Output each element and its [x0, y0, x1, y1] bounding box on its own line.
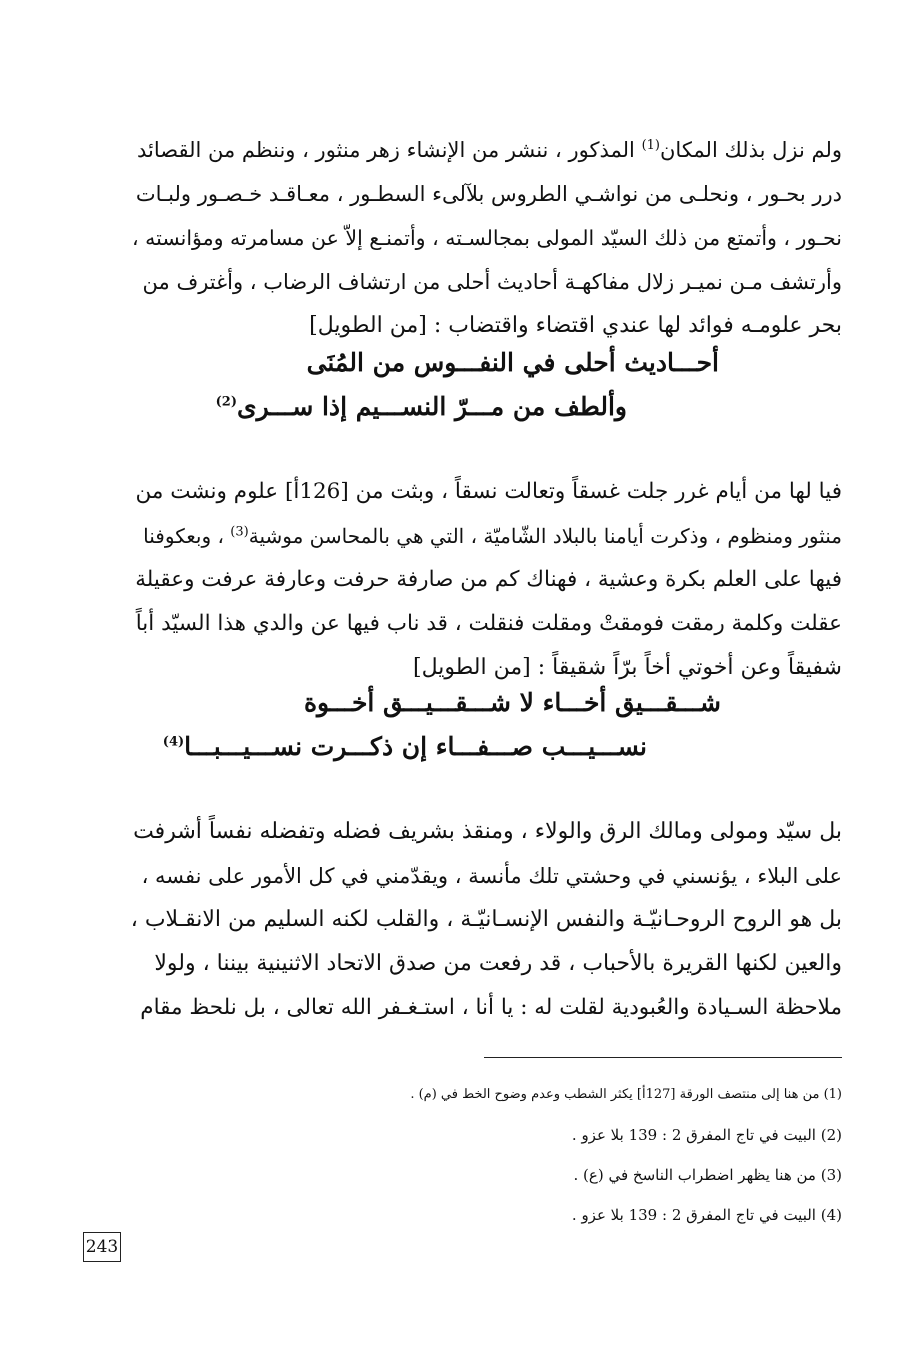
verse-1-first-hemistich: أحـــاديث أحلى في النفـــوس من المُنَى — [306, 348, 719, 377]
text-line: فيا لها من أيام غرر جلت غسقاً وتعالت نسقاً ، وبثت من [126أ] علوم ونشت من — [135, 479, 842, 504]
text-line: بل هو الروح الروحـانيّـة والنفس الإنسـانيّـة ، والقلب لكنه السليم من الانقـلاب ، — [130, 907, 842, 932]
text-line: عقلت وكلمة رمقت فومقتْ ومقلت فنقلت ، قد ناب فيها عن والدي هذا السيّد أباً — [135, 611, 842, 636]
text-line: وأرتشف مـن نميـر زلال مفاكهـة أحاديث أحلى من ارتشاف الرضاب ، وأغترف من — [142, 270, 842, 294]
text-line: شفيقاً وعن أخوتي أخاً برّاً شقيقاً : [من الطويل] — [413, 655, 842, 680]
footnote-3: (3) من هنا يظهر اضطراب الناسخ في (ع) . — [573, 1166, 842, 1184]
text-line: درر بحـور ، ونحلـى من نواشـي الطروس بلآلىء السطـور ، معـاقـد خـصـور ولبـات — [135, 182, 842, 206]
paragraph-3 — [130, 810, 842, 1030]
text-line: بحر علومـه فوائد لها عندي اقتضاء واقتضاب : [من الطويل] — [309, 313, 842, 338]
text-line: منثور ومنظوم ، وذكرت أيامنا بالبلاد الشّاميّة ، التي هي بالمحاسن موشية$^{(3)}$ ، وبعكوفنا — [143, 524, 842, 548]
footnote-marker: (2) — [215, 394, 237, 410]
footnote-4: (4) البيت في تاج المفرق 2 : 139 بلا عزو . — [571, 1206, 842, 1224]
text-line: نحـور ، وأتمتع من ذلك السيّد المولى بمجالسـته ، وأتمنـع إلاّ عن مسامرته ومؤانسته ، — [132, 226, 842, 250]
text-line: على البلاء ، يؤنسني في وحشتي تلك مأنسة ، ويقدّمني في كل الأمور على نفسه ، — [141, 864, 842, 888]
footnote-marker: (4) — [162, 734, 185, 750]
page-number: 243 — [83, 1232, 121, 1262]
text-line: بل سيّد ومولى ومالك الرق والولاء ، ومنقذ بشريف فضله وتفضله نفساً أشرفت — [133, 819, 842, 844]
footnotes — [400, 1075, 842, 1235]
footnote-separator — [484, 1057, 842, 1058]
verse-2-first-hemistich: شـــقـــيق أخـــاء لا شـــقـــيـــق أخـــوة — [303, 688, 721, 717]
footnote-1: (1) من هنا إلى منتصف الورقة [127أ] يكثر الشطب وعدم وضوح الخط في (م) . — [410, 1087, 842, 1102]
text-line: ولم نزل بذلك المكان$^{(1)}$ المذكور ، ننشر من الإنشاء زهر منثور ، وننظم من القصائد — [136, 138, 842, 162]
footnote-2: (2) البيت في تاج المفرق 2 : 139 بلا عزو . — [571, 1126, 842, 1144]
paragraph-1 — [130, 128, 842, 348]
paragraph-2 — [130, 470, 842, 690]
verse-1-second-hemistich: وألطف من مـــرّ النســـيم إذا ســـرى$^{(2)}$ — [215, 392, 627, 421]
footnote-marker: (3) — [230, 524, 249, 540]
text-line: فيها على العلم بكرة وعشية ، فهناك كم من صارفة حرفت وعارفة عرفت وعقيلة — [135, 567, 842, 592]
text-line: ملاحظة السـيادة والعُبودية لقلت له : يا أنا ، استـغـفر الله تعالى ، بل نلحظ مقام — [140, 995, 842, 1020]
footnote-marker: (1) — [641, 138, 660, 153]
text-line: والعين لكنها القريرة بالأحباب ، قد رفعت من صدق الاتحاد الاثنينية بيننا ، ولولا — [154, 951, 842, 976]
verse-2-second-hemistich: نســـيـــب صـــفـــاء إن ذكـــرت نســـيـــبـــا$^{(4)}$ — [162, 732, 647, 761]
